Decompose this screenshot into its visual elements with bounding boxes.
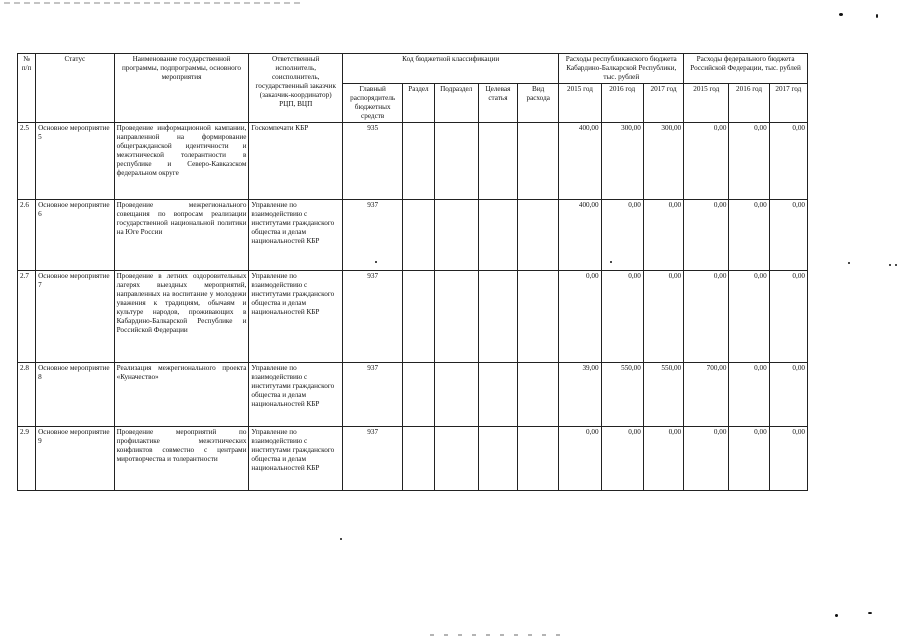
row-rep-2017: 0,00 (643, 271, 683, 363)
row-podrazdel (434, 123, 478, 200)
row-target-article (478, 271, 517, 363)
header-target-article: Целевая статья (478, 84, 517, 123)
row-status: Основное мероприятие 5 (36, 123, 114, 200)
row-razdel (403, 427, 434, 491)
row-rep-2015: 0,00 (559, 427, 601, 491)
row-fed-2015: 0,00 (684, 271, 729, 363)
row-fed-2017: 0,00 (769, 427, 807, 491)
row-rep-2017: 0,00 (643, 200, 683, 271)
row-executor: Управление по взаимодействию с институтами гражданского общества и делам национальностей КБР (249, 427, 343, 491)
row-target-article (478, 427, 517, 491)
header-grbs: Главный распорядитель бюджетных средств (343, 84, 403, 123)
header-kbk-group: Код бюджетной классификации (343, 54, 559, 84)
row-expense-type (518, 200, 559, 271)
row-target-article (478, 123, 517, 200)
row-executor: Управление по взаимодействию с институтами гражданского общества и делам национальностей КБР (249, 271, 343, 363)
table-row (18, 200, 808, 271)
scan-artifact-bottom (430, 634, 560, 636)
row-executor: Госкомпечати КБР (249, 123, 343, 200)
row-rep-2016: 0,00 (601, 271, 643, 363)
row-grbs: 937 (343, 427, 403, 491)
row-rep-2015: 400,00 (559, 123, 601, 200)
row-expense-type (518, 363, 559, 427)
scan-speck (839, 13, 843, 16)
row-grbs: 937 (343, 200, 403, 271)
row-razdel (403, 363, 434, 427)
header-rep-2016: 2016 год (601, 84, 643, 123)
row-fed-2016: 0,00 (729, 200, 769, 271)
row-grbs: 937 (343, 363, 403, 427)
row-status: Основное мероприятие 7 (36, 271, 114, 363)
row-podrazdel (434, 427, 478, 491)
row-rep-2017: 300,00 (643, 123, 683, 200)
header-executor: Ответственный исполнитель, соисполнитель, государственный заказчик (заказчик-координатор) РЦП, ВЦП (249, 54, 343, 123)
row-fed-2016: 0,00 (729, 363, 769, 427)
row-rep-2016: 550,00 (601, 363, 643, 427)
row-fed-2016: 0,00 (729, 427, 769, 491)
scan-speck (340, 538, 342, 540)
row-executor: Управление по взаимодействию с институтами гражданского общества и делам национальностей КБР (249, 363, 343, 427)
table-row (18, 363, 808, 427)
row-podrazdel (434, 363, 478, 427)
row-fed-2016: 0,00 (729, 271, 769, 363)
row-razdel (403, 200, 434, 271)
row-expense-type (518, 123, 559, 200)
row-name: Проведение в летних оздоровительных лагерях выездных мероприятий, направленных на воспитание у молодежи уважения к традициям, обычаям и культуре народов, проживающих в Кабардино-Балкарской Республике и Российской Федерации (114, 271, 249, 363)
scan-speck (895, 264, 897, 266)
row-status: Основное мероприятие 8 (36, 363, 114, 427)
row-podrazdel (434, 200, 478, 271)
row-fed-2016: 0,00 (729, 123, 769, 200)
row-num: 2.7 (18, 271, 36, 363)
table-row (18, 271, 808, 363)
header-fed-2016: 2016 год (729, 84, 769, 123)
header-fed-2017: 2017 год (769, 84, 807, 123)
row-rep-2015: 400,00 (559, 200, 601, 271)
row-fed-2017: 0,00 (769, 123, 807, 200)
row-num: 2.9 (18, 427, 36, 491)
scan-speck (835, 614, 838, 617)
header-podrazdel: Подраздел (434, 84, 478, 123)
header-num: № п/п (18, 54, 36, 123)
table-row (18, 427, 808, 491)
row-target-article (478, 200, 517, 271)
row-rep-2015: 0,00 (559, 271, 601, 363)
row-status: Основное мероприятие 9 (36, 427, 114, 491)
row-status: Основное мероприятие 6 (36, 200, 114, 271)
header-fed-budget-group: Расходы федерального бюджета Российской Федерации, тыс. рублей (684, 54, 808, 84)
row-grbs: 935 (343, 123, 403, 200)
row-rep-2016: 0,00 (601, 427, 643, 491)
row-name: Проведение межрегионального совещания по вопросам реализации государственной национальной политики на Юге России (114, 200, 249, 271)
row-name: Реализация межрегионального проекта «Куначество» (114, 363, 249, 427)
row-fed-2015: 0,00 (684, 123, 729, 200)
row-fed-2017: 0,00 (769, 363, 807, 427)
row-name: Проведение информационной кампании, направленной на формирование общегражданской идентичности и межэтнической толерантности в республике и Северо-Кавказском федеральном округе (114, 123, 249, 200)
row-num: 2.8 (18, 363, 36, 427)
row-name: Проведение мероприятий по профилактике межэтнических конфликтов совместно с центрами миротворчества и толерантности (114, 427, 249, 491)
header-rep-budget-group: Расходы республиканского бюджета Кабардино-Балкарской Республики, тыс. рублей (559, 54, 684, 84)
header-status: Статус (36, 54, 114, 123)
header-rep-2015: 2015 год (559, 84, 601, 123)
scan-speck (876, 14, 878, 18)
row-fed-2015: 0,00 (684, 200, 729, 271)
row-fed-2017: 0,00 (769, 271, 807, 363)
header-razdel: Раздел (403, 84, 434, 123)
budget-table (17, 53, 808, 491)
table-header (18, 54, 808, 123)
scan-artifact-top (4, 2, 304, 4)
header-name: Наименование государственной программы, подпрограммы, основного мероприятия (114, 54, 249, 123)
scan-speck (889, 264, 891, 266)
row-rep-2016: 300,00 (601, 123, 643, 200)
row-executor: Управление по взаимодействию с институтами гражданского общества и делам национальностей КБР (249, 200, 343, 271)
row-rep-2017: 550,00 (643, 363, 683, 427)
row-rep-2017: 0,00 (643, 427, 683, 491)
row-expense-type (518, 271, 559, 363)
header-rep-2017: 2017 год (643, 84, 683, 123)
row-num: 2.5 (18, 123, 36, 200)
row-fed-2015: 700,00 (684, 363, 729, 427)
scan-speck (848, 262, 850, 264)
row-rep-2016: 0,00 (601, 200, 643, 271)
row-num: 2.6 (18, 200, 36, 271)
row-razdel (403, 123, 434, 200)
row-grbs: 937 (343, 271, 403, 363)
row-target-article (478, 363, 517, 427)
row-razdel (403, 271, 434, 363)
row-podrazdel (434, 271, 478, 363)
table-row (18, 123, 808, 200)
scan-speck (868, 612, 872, 614)
row-fed-2017: 0,00 (769, 200, 807, 271)
row-rep-2015: 39,00 (559, 363, 601, 427)
header-fed-2015: 2015 год (684, 84, 729, 123)
row-fed-2015: 0,00 (684, 427, 729, 491)
header-expense-type: Вид расхода (518, 84, 559, 123)
row-expense-type (518, 427, 559, 491)
